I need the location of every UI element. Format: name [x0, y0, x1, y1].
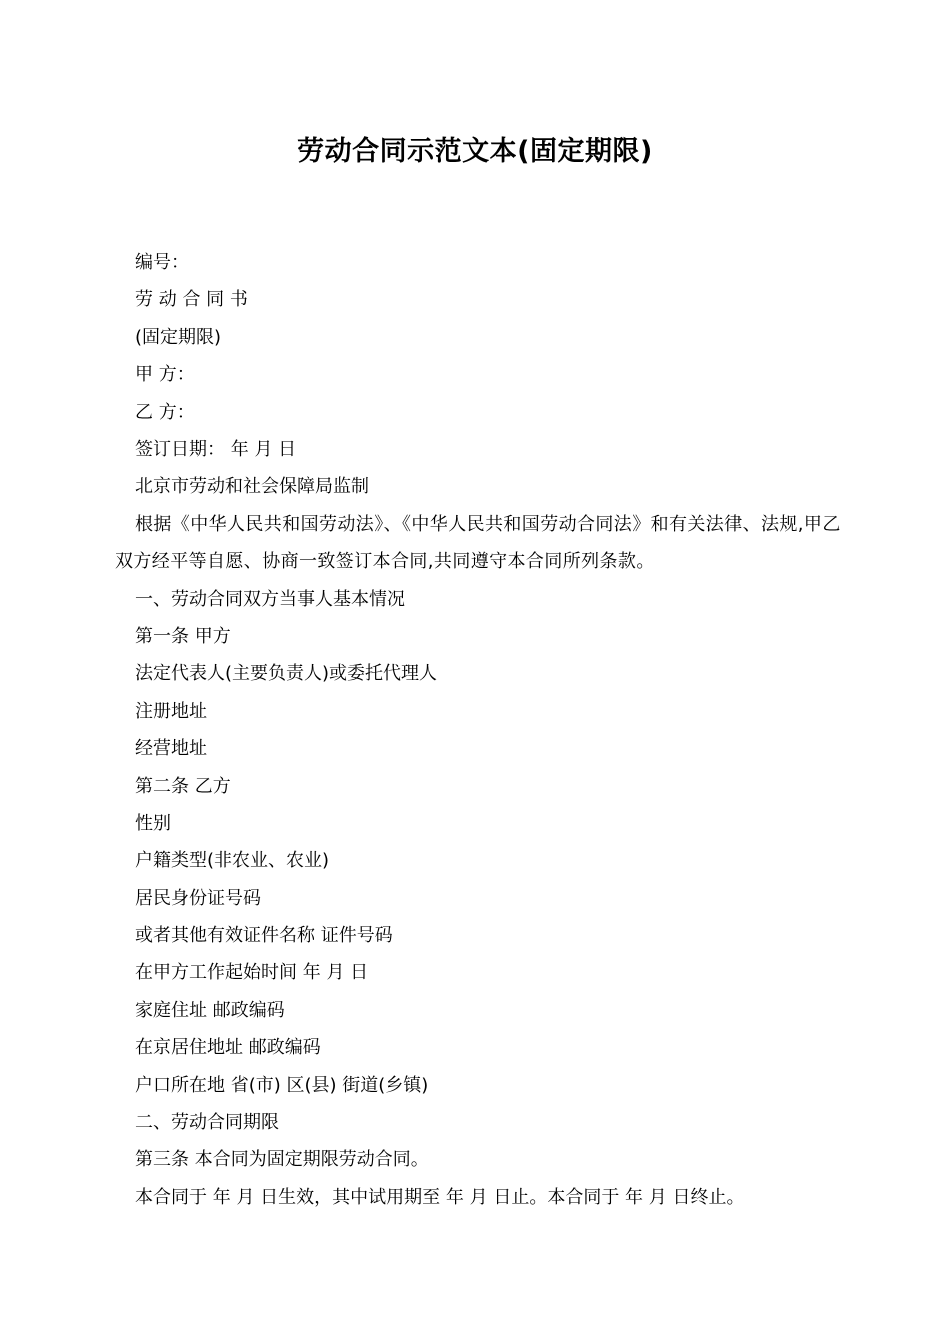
start-date-line: 在甲方工作起始时间 年 月 日: [135, 962, 369, 984]
signing-date-line: 签订日期： 年 月 日: [135, 438, 297, 460]
gender-line: 性别: [135, 812, 171, 834]
party-a-line: 甲 方：: [135, 364, 195, 386]
article-1-line: 第一条 甲方: [135, 625, 231, 647]
business-address-line: 经营地址: [135, 738, 207, 760]
contract-number-line: 编号：: [135, 252, 189, 273]
contract-type-line: (固定期限): [135, 326, 222, 348]
document-body: [115, 244, 845, 1216]
id-number-line: 居民身份证号码: [135, 887, 261, 909]
section-1-heading: 一、劳动合同双方当事人基本情况: [135, 588, 405, 610]
party-b-line: 乙 方：: [135, 401, 195, 423]
document-title: 劳动合同示范文本(固定期限): [297, 136, 653, 167]
household-type-line: 户籍类型(非农业、农业): [135, 850, 330, 872]
supervisor-line: 北京市劳动和社会保障局监制: [135, 476, 369, 498]
beijing-address-line: 在京居住地址 邮政编码: [135, 1037, 321, 1059]
section-2-heading: 二、劳动合同期限: [135, 1112, 279, 1134]
other-id-line: 或者其他有效证件名称 证件号码: [135, 925, 393, 947]
legal-representative-line: 法定代表人(主要负责人)或委托代理人: [135, 663, 438, 685]
registered-address-line: 注册地址: [135, 700, 207, 722]
contract-book-heading: 劳 动 合 同 书: [135, 289, 248, 311]
home-address-line: 家庭住址 邮政编码: [135, 999, 285, 1021]
article-3-line: 第三条 本合同为固定期限劳动合同。: [135, 1149, 429, 1171]
article-2-line: 第二条 乙方: [135, 775, 231, 797]
hukou-location-line: 户口所在地 省(市) 区(县) 街道(乡镇): [135, 1074, 429, 1096]
contract-term-line: 本合同于 年 月 日生效，其中试用期至 年 月 日止。本合同于 年 月 日终止。: [135, 1186, 745, 1208]
preamble-paragraph: 根据《中华人民共和国劳动法》、《中华人民共和国劳动合同法》和有关法律、法规,甲乙双方经平等自愿、协商一致签订本合同,共同遵守本合同所列条款。: [115, 513, 841, 573]
